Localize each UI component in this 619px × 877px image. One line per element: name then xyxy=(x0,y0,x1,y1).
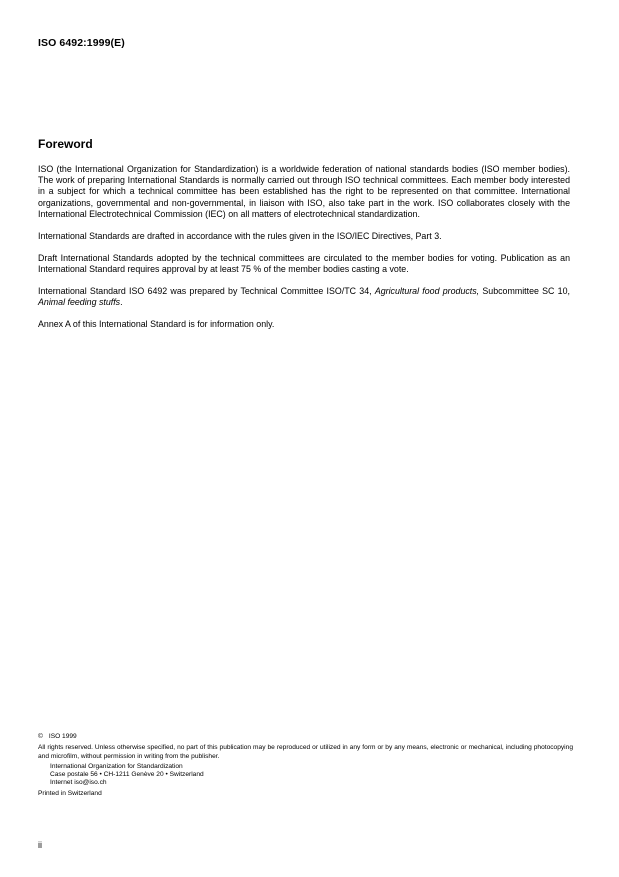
foreword-paragraph-1: ISO (the International Organization for Standardization) is a worldwide federation of national standards bodies (ISO member bodies). The work of preparing International Standards is normally carried out through ISO technical committees. Each member body interested in a subject for which a technical committee has been established has the right to be represented on that committee. International organizations, governmental and non-governmental, in liaison with ISO, also take part in the work. ISO collaborates closely with the International Electrotechnical Commission (IEC) on all matters of electrotechnical standardization. xyxy=(38,164,570,219)
foreword-body xyxy=(38,164,570,341)
copyright-year: ISO 1999 xyxy=(48,733,77,740)
copyright-symbol-icon: © xyxy=(38,733,43,740)
foreword-heading: Foreword xyxy=(38,137,93,151)
foreword-paragraph-5: Annex A of this International Standard is for information only. xyxy=(38,319,275,330)
publisher-organization: International Organization for Standardization xyxy=(50,762,183,770)
p4-committee-name: Agricultural food products, xyxy=(374,285,480,296)
page-number: ii xyxy=(38,840,42,850)
copyright-year-line xyxy=(38,733,573,741)
copyright-block xyxy=(38,733,573,798)
printed-location: Printed in Switzerland xyxy=(38,789,102,797)
rights-statement: All rights reserved. Unless otherwise specified, no part of this publication may be reproduced or utilized in any form or by any means, electronic or mechanical, including photocopying and microfilm, without permission in writing from the publisher. xyxy=(38,744,573,760)
foreword-paragraph-3: Draft International Standards adopted by the technical committees are circulated to the member bodies for voting. Publication as an International Standard requires approval by at least 75 % of the member bodies casting a vote. xyxy=(38,253,570,275)
p4-intro: International Standard ISO 6492 was prepared by Technical Committee ISO/TC 34, xyxy=(38,285,372,296)
publisher-postal-address: Case postale 56 • CH-1211 Genève 20 • Switzerland xyxy=(50,771,204,779)
p4-middle: Subcommittee SC 10, xyxy=(482,285,570,296)
publisher-internet xyxy=(50,779,573,787)
foreword-paragraph-4 xyxy=(38,286,570,308)
p4-subcommittee-name: Animal feeding stuffs xyxy=(38,296,121,307)
foreword-paragraph-2: International Standards are drafted in accordance with the rules given in the ISO/IEC Directives, Part 3. xyxy=(38,231,442,242)
internet-email: iso@iso.ch xyxy=(74,779,107,787)
internet-label: Internet xyxy=(50,779,73,787)
p4-end: . xyxy=(120,296,123,307)
publisher-address xyxy=(38,763,573,788)
document-id: ISO 6492:1999(E) xyxy=(38,37,125,49)
